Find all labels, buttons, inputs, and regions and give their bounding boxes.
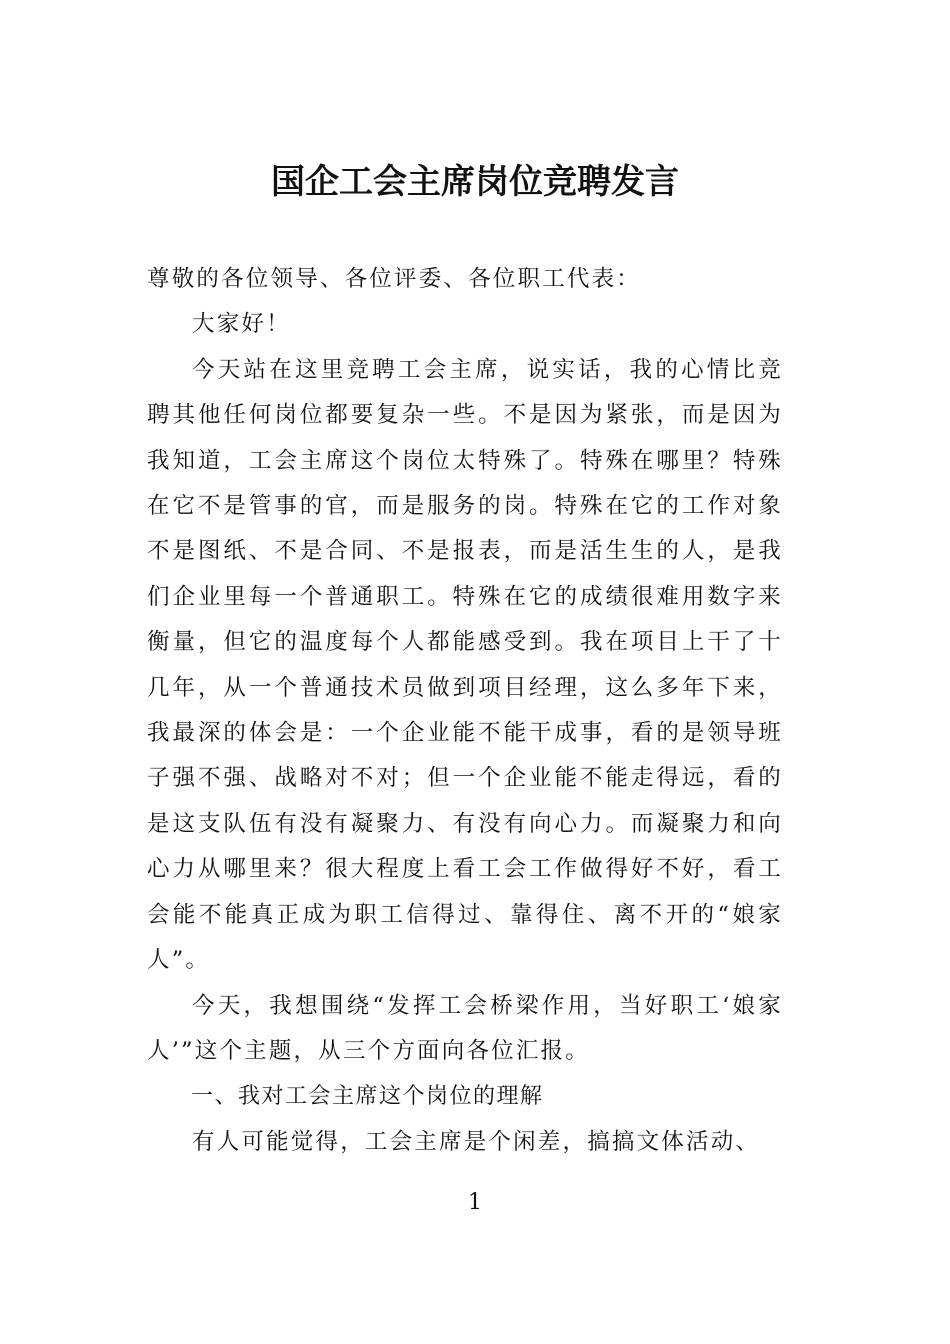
greeting-paragraph: 大家好！ [192, 311, 291, 338]
intro-paragraph: 今天站在这里竞聘工会主席，说实话，我的心情比竞聘其他任何岗位都要复杂一些。不是因为紧张，而是因为我知道，工会主席这个岗位太特殊了。特殊在哪里？特殊在它不是管事的官，而是服务的岗。特殊在它的工作对象不是图纸、不是合同、不是报表，而是活生生的人，是我们企业里每一个普通职工。特殊在它的成绩很难用数字来衡量，但它的温度每个人都能感受到。我在项目上干了十几年，从一个普通技术员做到项目经理，这么多年下来，我最深的体会是：一个企业能不能干成事，看的是领导班子强不强、战略对不对；但一个企业能不能走得远，看的是这支队伍有没有凝聚力、有没有向心力。而凝聚力和向心力从哪里来？很大程度上看工会工作做得好不好，看工会能不能真正成为职工信得过、靠得住、离不开的“娘家人”。 [147, 356, 783, 974]
page-number: 1 [468, 1190, 482, 1215]
theme-paragraph: 今天，我想围绕“发挥工会桥梁作用，当好职工‘娘家人’”这个主题，从三个方面向各位汇报。 [147, 992, 783, 1064]
section-heading: 一、我对工会主席这个岗位的理解 [191, 1084, 544, 1110]
document-body [147, 257, 783, 1165]
document-title: 国企工会主席岗位竞聘发言 [271, 162, 679, 202]
salutation: 尊敬的各位领导、各位评委、各位职工代表： [147, 266, 642, 292]
section-paragraph: 有人可能觉得，工会主席是个闲差，搞搞文体活动、 [192, 1128, 761, 1155]
